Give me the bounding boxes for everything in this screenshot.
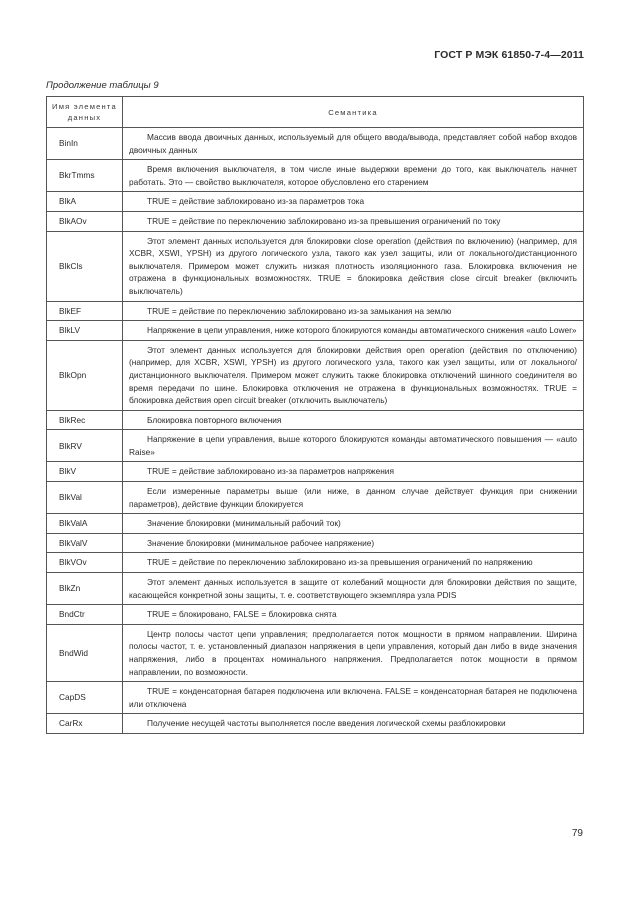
semantic-description: TRUE = действие заблокировано из-за параметров напряжения [123,462,584,482]
table-body [47,128,584,734]
table-row [47,682,584,714]
table-row [47,462,584,482]
table-row [47,340,584,410]
semantics-table [46,96,584,734]
semantic-description: Время включения выключателя, в том числе иные выдержки времени до того, как выключатель начнет работать. Это — свойство выключателя, которое обусловлено его старением [123,160,584,192]
semantic-description: TRUE = действие по переключению заблокировано из-за замыкания на землю [123,301,584,321]
data-element-name: BlkRec [47,410,123,430]
column-header-semantic: Семантика [123,97,584,128]
semantic-description: TRUE = действие заблокировано из-за параметров тока [123,192,584,212]
data-element-name: CarRx [47,714,123,734]
semantic-description: TRUE = действие по переключению заблокировано из-за превышения ограничений по напряжению [123,553,584,573]
data-element-name: BlkV [47,462,123,482]
table-row [47,410,584,430]
semantic-description: Напряжение в цепи управления, ниже которого блокируются команды автоматического снижения «auto Lower» [123,321,584,341]
data-element-name: BlkOpn [47,340,123,410]
page-number: 79 [571,828,583,839]
semantic-description: Значение блокировки (минимальное рабочее напряжение) [123,533,584,553]
table-row [47,160,584,192]
semantic-description: Блокировка повторного включения [123,410,584,430]
table-caption: Продолжение таблицы 9 [46,80,159,91]
table-row [47,301,584,321]
data-element-name: BkrTmms [47,160,123,192]
data-element-name: BlkValA [47,514,123,534]
data-element-name: BlkEF [47,301,123,321]
semantic-description: TRUE = блокировано, FALSE = блокировка снята [123,605,584,625]
semantic-description: Напряжение в цепи управления, выше которого блокируются команды автоматического повышения — «auto Raise» [123,430,584,462]
data-element-name: BlkLV [47,321,123,341]
data-element-name: BlkAOv [47,211,123,231]
table-row [47,321,584,341]
data-element-name: CapDS [47,682,123,714]
table-row [47,533,584,553]
table-row [47,128,584,160]
table-row [47,624,584,681]
data-element-name: BlkA [47,192,123,212]
table-row [47,514,584,534]
semantic-description: Массив ввода двоичных данных, используемый для общего ввода/вывода, представляет собой набор входов двоичных данных [123,128,584,160]
data-element-name: BlkValV [47,533,123,553]
data-element-name: BlkVal [47,482,123,514]
table-row [47,714,584,734]
semantic-description: Получение несущей частоты выполняется после введения логической схемы разблокировки [123,714,584,734]
semantic-description: TRUE = конденсаторная батарея подключена или включена. FALSE = конденсаторная батарея не подключена или отключена [123,682,584,714]
data-element-name: BlkCls [47,231,123,301]
document-header: ГОСТ Р МЭК 61850-7-4—2011 [434,49,584,61]
table-row [47,553,584,573]
table-row [47,573,584,605]
table-row [47,430,584,462]
data-element-name: BlkRV [47,430,123,462]
semantic-description: Центр полосы частот цепи управления; предполагается поток мощности в прямом направлении. Ширина полосы частот, т. е. установленный диапазон напряжения в цепи управления, который дан либо в виде значения напряжения, либо в процентах номинального напряжения. Предполагается поток мощности в прямом направлении, по возможности. [123,624,584,681]
table-row [47,211,584,231]
data-element-name: BndCtr [47,605,123,625]
semantic-description: Если измеренные параметры выше (или ниже, в данном случае действует функция при снижении параметров), действие функции блокируется [123,482,584,514]
semantic-description: Этот элемент данных используется для блокировки close operation (действия по включению) (например, для XCBR, XSWI, YPSH) из другого логического узла, такого как узел защиты, или от локального/дистанционного выключателя. Примером может служить низкая плотность изоляционного газа. Блокировка включения не отражена в функциональных возможностях. TRUE = блокировка действия close circuit breaker (включить выключатель) [123,231,584,301]
data-element-name: BinIn [47,128,123,160]
semantic-description: Значение блокировки (минимальный рабочий ток) [123,514,584,534]
semantic-description: Этот элемент данных используется для блокировки действия open operation (действия по отключению) (например, для XCBR, XSWI, YPSH) из другого логического узла, такого как узел защиты, или от локального/дистанционного выключателя. Примером может служить также блокировка отключений шинного соединителя во время передачи по шине. Блокировка отключения не отражена в функциональных возможностях. TRUE = блокировка действия open circuit breaker (отключить выключатель) [123,340,584,410]
table-row [47,231,584,301]
data-element-name: BlkVOv [47,553,123,573]
semantic-description: Этот элемент данных используется в защите от колебаний мощности для блокировки действия по защите, касающейся конкретной зоны защиты, т. е. соответствующего экземпляра узла PDIS [123,573,584,605]
table-row [47,482,584,514]
data-element-name: BlkZn [47,573,123,605]
data-element-name: BndWid [47,624,123,681]
table-header-row [47,97,584,128]
semantic-description: TRUE = действие по переключению заблокировано из-за превышения ограничений по току [123,211,584,231]
column-header-name: Имя элемента данных [47,97,123,128]
table-row [47,192,584,212]
table-row [47,605,584,625]
